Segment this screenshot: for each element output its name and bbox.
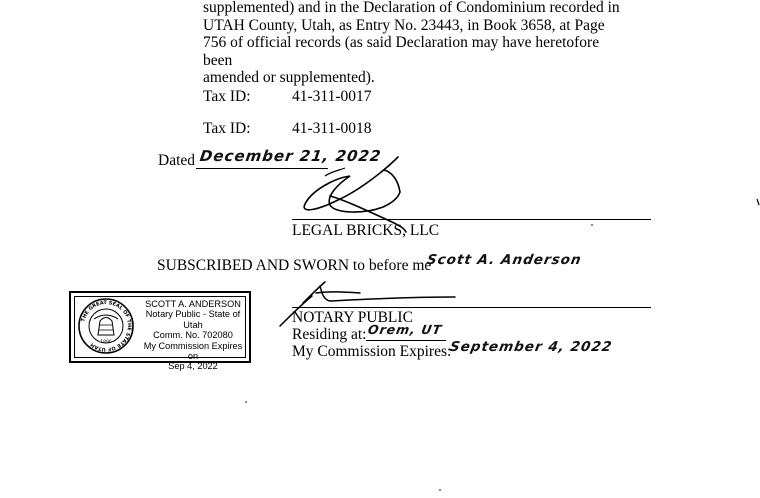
recital-line: UTAH County, Utah, as Entry No. 23443, in Book 3658, at Page (203, 16, 605, 34)
seal-line: SCOTT A. ANDERSON (145, 299, 241, 309)
tax-id-value: 41-311-0017 (292, 88, 372, 105)
recital-line: amended or supplemented). (203, 69, 375, 86)
expires-value: September 4, 2022 (448, 339, 614, 355)
tax-id-value: 41-311-0018 (292, 120, 372, 137)
tax-id-label: Tax ID: (203, 120, 251, 137)
recital-line: supplemented) and in the Declaration of Condominium recorded in (203, 0, 620, 16)
grantor-signature-icon (304, 157, 406, 232)
seal-year: 1896 (100, 340, 112, 345)
grantor-name: LEGAL BRICKS, LLC (292, 222, 440, 239)
seal-line: My Commission Expires on (143, 340, 243, 362)
handwritten-date: December 21, 2022 (198, 147, 383, 165)
seal-line: Comm. No. 702080 (153, 330, 233, 341)
notary-title: NOTARY PUBLIC (292, 309, 413, 326)
residing-label: Residing at: (292, 326, 367, 343)
seal-line: Notary Public - State of Utah (145, 309, 241, 330)
residing-value: Orem, UT (366, 322, 444, 337)
dated-label: Dated (158, 152, 196, 169)
jurat-text: SUBSCRIBED AND SWORN to before me (157, 257, 432, 274)
seal-line: Sep 4, 2022 (168, 361, 218, 372)
tax-id-label: Tax ID: (203, 88, 251, 105)
notary-signature-icon (280, 282, 455, 326)
recital-line: 756 of official records (as said Declaration may have heretofore been (203, 34, 600, 69)
handwritten-notary-name: Scott A. Anderson (425, 252, 584, 268)
seal-ring-text-path: THE GREAT SEAL OF THE STATE OF UTAH (80, 299, 133, 353)
expires-label: My Commission Expires: (292, 343, 452, 360)
